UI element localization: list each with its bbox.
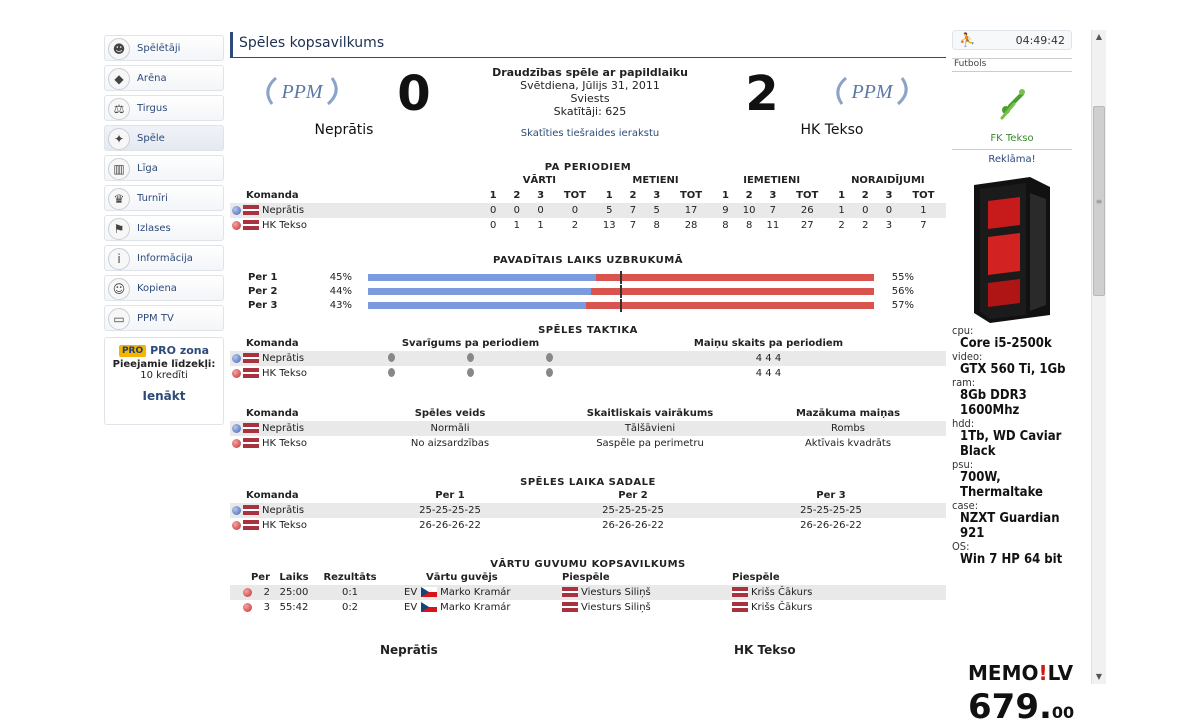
bottom-away-team: HK Tekso [734, 643, 796, 657]
away-marker-icon [243, 588, 252, 597]
periods-value: 7 [761, 203, 785, 218]
periods-col-header: 1 [838, 190, 846, 201]
goals-table [230, 570, 946, 615]
tactics-shifts: 4 4 4 [755, 368, 782, 379]
styles-section [230, 406, 946, 451]
scroll-up-icon[interactable]: ▲ [1095, 32, 1103, 41]
attack-home-pct: 43% [329, 299, 352, 311]
sidebar-item-0[interactable] [104, 35, 224, 61]
importance-dot-icon [546, 368, 553, 377]
scoreboard [230, 58, 946, 158]
periods-group-header: VĀRTI [522, 175, 556, 186]
sidebar-item-6[interactable] [104, 215, 224, 241]
market-icon: ⚖ [108, 98, 130, 120]
community-icon: ☺ [108, 278, 130, 300]
tactics-row [230, 366, 946, 381]
goals-section [230, 559, 946, 615]
sidebar-item-label: Izlases [137, 222, 171, 234]
periods-value: 27 [800, 220, 814, 231]
ad-spec-value: Core i5-2500k [960, 336, 1052, 351]
team-link[interactable]: HK Tekso [262, 438, 307, 449]
main-content [230, 32, 946, 663]
importance-dot-icon [467, 353, 474, 362]
pro-zone-box [104, 337, 224, 425]
time-split-section [230, 477, 946, 533]
periods-col-header: TOT [796, 190, 819, 201]
latvia-flag-icon [732, 602, 748, 612]
styles-header-team: Komanda [246, 408, 299, 419]
periods-col-header: 1 [605, 190, 613, 201]
periods-col-header: 1 [721, 190, 729, 201]
home-team-name[interactable]: Neprātis [314, 122, 374, 138]
arena-icon: ◆ [108, 68, 130, 90]
goal-scorer-cell [384, 600, 560, 615]
sidebar-item-8[interactable] [104, 275, 224, 301]
periods-table [230, 173, 946, 233]
periods-col-header: TOT [912, 190, 935, 201]
attack-time-section [230, 255, 946, 312]
periods-value: 3 [885, 220, 893, 231]
home-score: 0 [397, 66, 431, 122]
away-score: 2 [745, 66, 779, 122]
periods-value: 9 [714, 203, 738, 218]
away-logo-text: PPM [851, 81, 893, 103]
goal-assist-link[interactable]: Krišs Čākurs [751, 587, 813, 598]
sidebar-item-label: Turnīri [137, 192, 168, 204]
time-split-row [230, 503, 946, 518]
scroll-thumb[interactable]: ≡ [1093, 106, 1105, 296]
home-marker-icon [232, 506, 241, 515]
attack-home-pct: 45% [329, 271, 352, 283]
game-date: Svētdiena, Jūlijs 31, 2011 [520, 79, 660, 92]
periods-group-header: IEMETIENI [743, 175, 801, 186]
periods-value: 7 [629, 220, 637, 231]
styles-type: Normāli [350, 421, 550, 436]
ad-spec-key: hdd: [952, 417, 975, 430]
periods-value: 11 [766, 220, 780, 231]
attack-home-pct: 44% [329, 285, 352, 297]
pro-credits: 10 kredīti [140, 370, 188, 381]
pro-zone-title: PRO zona [150, 344, 210, 357]
pc-case-icon [960, 175, 1060, 325]
sidebar-item-label: Tirgus [137, 102, 168, 114]
styles-header-pk: Mazākuma maiņas [795, 408, 901, 419]
sidebar-item-label: PPM TV [137, 312, 174, 324]
ad-spec-key: psu: [952, 458, 974, 471]
tactics-header-importance: Svarīgums pa periodiem [401, 338, 540, 349]
time-split-header-team: Komanda [246, 490, 299, 501]
goals-header-scorer: Vārtu guvējs [426, 572, 498, 583]
ad-price [968, 687, 1074, 720]
styles-pk: Rombs [750, 421, 946, 436]
team-link[interactable]: Neprātis [262, 353, 305, 364]
sidebar-item-label: Arēna [137, 72, 167, 84]
attack-away-pct: 55% [891, 271, 914, 283]
periods-value: 5 [645, 203, 669, 218]
goals-title: VĀRTU GUVUMU KOPSAVILKUMS [490, 559, 686, 570]
importance-dot-icon [467, 368, 474, 377]
sidebar-item-label: Līga [137, 162, 158, 174]
goal-scorer-cell [384, 585, 560, 600]
team-link[interactable]: HK Tekso [262, 368, 307, 379]
ad-spec-value: 8Gb DDR3 1600Mhz [960, 388, 1027, 418]
team-link[interactable]: HK Tekso [262, 520, 307, 531]
attack-away-pct: 57% [891, 299, 914, 311]
periods-col-header: TOT [679, 190, 703, 201]
periods-value: 1 [901, 203, 946, 218]
sidebar-item-9[interactable] [104, 305, 224, 331]
ad-price-cents: 00 [1051, 703, 1075, 720]
bottom-home-team: Neprātis [380, 643, 438, 657]
attack-period-label: Per 3 [248, 299, 278, 311]
periods-value: 0 [529, 203, 553, 218]
club-box[interactable] [952, 72, 1072, 150]
ad-spec-key: ram: [952, 376, 976, 389]
goal-assist-cell [730, 585, 946, 600]
ad-spec-value: 1Tb, WD Caviar Black [960, 429, 1062, 459]
ad-label: Reklāma! [988, 154, 1036, 165]
goal-period: 2 [263, 587, 270, 598]
periods-row [230, 218, 946, 233]
broadcast-link[interactable]: Skatīties tiešraides ierakstu [520, 128, 660, 139]
attack-time-row [230, 284, 946, 298]
latvia-flag-icon [562, 602, 578, 612]
periods-value: 8 [653, 220, 660, 231]
attack-time-row [230, 270, 946, 284]
periods-group-header: NORAIDĪJUMI [851, 175, 925, 186]
away-marker-icon [232, 221, 241, 230]
styles-row [230, 421, 946, 436]
game-spectators: Skatītāji: 625 [553, 105, 627, 118]
game-venue: Sviests [570, 92, 610, 105]
ad-spec-value: 700W, Thermaltake [960, 470, 1043, 500]
pro-zone-header[interactable] [109, 344, 219, 357]
ad-brand-part1: MEMO [968, 661, 1039, 685]
goals-header-per: Per [250, 572, 270, 583]
importance-dot-icon [546, 353, 553, 362]
goal-period-cell [230, 600, 272, 615]
ad-spec-value: GTX 560 Ti, 1Gb [960, 362, 1066, 377]
goal-score: 0:2 [341, 602, 359, 613]
tactics-header-team: Komanda [246, 338, 299, 349]
server-time: 04:49:42 [1015, 33, 1065, 47]
goal-assist-cell [560, 585, 730, 600]
attack-bar-home-fill [368, 274, 596, 281]
goal-assist-link[interactable]: Viesturs Siliņš [581, 602, 651, 613]
periods-col-header: 2 [629, 190, 637, 201]
periods-value: 2 [838, 220, 845, 231]
latvia-flag-icon [243, 220, 259, 230]
periods-value: 0 [481, 203, 505, 218]
tactics-importance-cell [350, 351, 591, 366]
scroll-down-icon[interactable]: ▼ [1095, 672, 1103, 681]
away-team-logo [830, 68, 914, 114]
periods-row [230, 203, 946, 218]
attack-bar-track [368, 274, 874, 281]
goal-row [230, 585, 946, 600]
game-icon: ✦ [108, 128, 130, 150]
periods-col-header: 3 [537, 190, 545, 201]
info-icon: i [108, 248, 130, 270]
periods-value: 26 [785, 203, 830, 218]
attack-bar-midline [620, 299, 622, 312]
goal-row [230, 600, 946, 615]
ad-spec-key: cpu: [952, 324, 974, 337]
ad-spec-key: case: [952, 499, 979, 512]
tactics-importance-cell [350, 366, 591, 381]
team-link[interactable]: Neprātis [262, 423, 305, 434]
periods-value: 1 [830, 203, 854, 218]
player-icon: ☻ [108, 38, 130, 60]
team-link[interactable]: Neprātis [262, 205, 305, 216]
periods-value: 28 [684, 220, 698, 231]
importance-dot-icon [388, 368, 395, 377]
goal-period: 3 [263, 602, 270, 613]
tactics-section [230, 325, 946, 381]
home-marker-icon [232, 206, 241, 215]
sidebar-item-label: Informācija [137, 252, 193, 264]
periods-team-cell [230, 203, 481, 218]
ad-spec-key: video: [952, 350, 983, 363]
goal-scorer-link[interactable]: Marko Kramár [440, 602, 511, 613]
sidebar-item-3[interactable] [104, 125, 224, 151]
tactics-table [230, 336, 946, 381]
periods-value: 2 [862, 220, 869, 231]
time-split-row [230, 518, 946, 533]
sidebar-item-1[interactable] [104, 65, 224, 91]
periods-value: 2 [571, 220, 579, 231]
periods-col-header: 2 [745, 190, 753, 201]
periods-title: PA PERIODIEM [544, 162, 632, 173]
goal-strength: EV [404, 602, 418, 613]
goal-assist-link[interactable]: Krišs Čākurs [751, 602, 813, 613]
periods-col-header: 3 [653, 190, 661, 201]
ad-banner[interactable] [952, 169, 1075, 720]
periods-value: 8 [722, 220, 729, 231]
periods-col-header: 2 [861, 190, 869, 201]
pro-badge-icon: PRO [119, 345, 146, 357]
sidebar-item-7[interactable] [104, 245, 224, 271]
ad-spec-key: OS: [952, 540, 970, 553]
time-split-title: SPĒLES LAIKA SADALE [520, 477, 656, 488]
latvia-flag-icon [562, 587, 578, 597]
periods-value: 7 [621, 203, 645, 218]
attack-bar-midline [620, 271, 622, 284]
importance-dot-icon [388, 353, 395, 362]
periods-value: 5 [597, 203, 621, 218]
styles-team-cell [230, 436, 350, 451]
periods-value: 8 [745, 220, 753, 231]
tactics-header-shifts: Maiņu skaits pa periodiem [693, 338, 844, 349]
styles-header-type: Spēles veids [414, 408, 486, 419]
latvia-flag-icon [243, 505, 259, 515]
attack-period-label: Per 1 [248, 271, 278, 283]
attack-bar-track [368, 288, 874, 295]
periods-value: 0 [853, 203, 877, 218]
tactics-title: SPĒLES TAKTIKA [538, 325, 638, 336]
sidebar-item-5[interactable] [104, 185, 224, 211]
latvia-flag-icon [243, 353, 259, 363]
attack-period-label: Per 2 [248, 285, 278, 297]
tactics-team-cell [230, 351, 350, 366]
goal-time: 55:42 [279, 602, 309, 613]
periods-value: 0 [489, 220, 497, 231]
latvia-flag-icon [243, 438, 259, 448]
latvia-flag-icon [243, 423, 259, 433]
periods-value: 7 [920, 220, 927, 231]
time-split-p3: 26-26-26-22 [800, 520, 862, 531]
goal-assist-cell [560, 600, 730, 615]
czech-flag-icon [421, 587, 437, 597]
tactics-shifts: 4 4 4 [591, 351, 946, 366]
game-info [460, 66, 720, 118]
away-marker-icon [232, 439, 241, 448]
sport-label: Futbols [952, 58, 1072, 72]
attack-bar-midline [620, 285, 622, 298]
styles-pp: Saspēle pa perimetru [596, 438, 704, 449]
periods-value: 0 [552, 203, 597, 218]
goal-assist-cell [730, 600, 946, 615]
latvia-flag-icon [732, 587, 748, 597]
sidebar-item-label: Kopiena [137, 282, 177, 294]
away-marker-icon [243, 603, 252, 612]
periods-value: 10 [737, 203, 761, 218]
sidebar-item-4[interactable] [104, 155, 224, 181]
player-icon: ⛹ [959, 32, 976, 48]
latvia-flag-icon [243, 368, 259, 378]
periods-value: 1 [537, 220, 544, 231]
bottom-team-names [230, 643, 946, 663]
football-club-icon [992, 86, 1032, 126]
periods-section [230, 162, 946, 233]
team-link[interactable]: Neprātis [262, 505, 305, 516]
periods-value: 0 [505, 203, 529, 218]
periods-team-cell [230, 218, 481, 233]
goal-score: 0:1 [316, 585, 384, 600]
time-split-header-p2: Per 2 [618, 490, 648, 501]
right-column [952, 30, 1075, 720]
goal-scorer-link[interactable]: Marko Kramár [440, 587, 511, 598]
attack-bar-home-fill [368, 288, 591, 295]
periods-col-header: 2 [513, 190, 521, 201]
ad-price-main: 679. [968, 687, 1052, 720]
pro-login-link[interactable]: Ienākt [142, 389, 186, 403]
goals-header-assist1: Piespēle [562, 572, 610, 583]
periods-value: 1 [513, 220, 521, 231]
periods-value: 13 [602, 220, 616, 231]
time-split-team-cell [230, 503, 350, 518]
attack-time-row [230, 298, 946, 312]
periods-col-header: 1 [489, 190, 497, 201]
periods-spacer [230, 173, 481, 188]
goals-header-assist2: Piespēle [732, 572, 780, 583]
home-team-logo [260, 68, 344, 114]
vertical-scrollbar[interactable] [1091, 30, 1106, 684]
tv-icon: ▭ [108, 308, 130, 330]
goal-period-cell [230, 585, 272, 600]
latvia-flag-icon [243, 205, 259, 215]
tactics-team-cell [230, 366, 350, 381]
styles-team-cell [230, 421, 350, 436]
czech-flag-icon [421, 602, 437, 612]
time-split-p1: 26-26-26-22 [419, 520, 481, 531]
periods-value: 0 [877, 203, 901, 218]
away-marker-icon [232, 369, 241, 378]
clock-widget [952, 30, 1072, 50]
styles-type: No aizsardzības [410, 438, 490, 449]
game-type: Draudzības spēle ar papildlaiku [492, 66, 688, 79]
page-title: Spēles kopsavilkums [230, 32, 946, 58]
time-split-p3: 25-25-25-25 [716, 503, 946, 518]
ad-brand-part2: ! [1038, 661, 1048, 685]
time-split-p2: 25-25-25-25 [550, 503, 716, 518]
styles-row [230, 436, 946, 451]
club-name: FK Tekso [990, 133, 1034, 144]
home-marker-icon [232, 354, 241, 363]
sidebar-item-2[interactable] [104, 95, 224, 121]
styles-table [230, 406, 946, 451]
tactics-row [230, 351, 946, 366]
home-marker-icon [232, 424, 241, 433]
time-split-table [230, 488, 946, 533]
periods-col-header: 3 [885, 190, 893, 201]
ad-spec-value: NZXT Guardian 921 [960, 511, 1060, 541]
away-team-name[interactable]: HK Tekso [800, 122, 864, 138]
flags-icon: ⚑ [108, 218, 130, 240]
styles-pk: Aktīvais kvadrāts [804, 438, 892, 449]
pro-funds-label: Pieejamie līdzekļi: [112, 359, 216, 370]
time-split-header-p3: Per 3 [816, 490, 846, 501]
away-marker-icon [232, 521, 241, 530]
ad-brand [968, 661, 1073, 685]
periods-header-team: Komanda [246, 190, 299, 201]
time-split-p2: 26-26-26-22 [602, 520, 664, 531]
goals-header-score: Rezultāts [323, 572, 377, 583]
sidebar-item-label: Spēlētāji [137, 42, 181, 54]
goal-assist-link[interactable]: Viesturs Siliņš [581, 587, 651, 598]
periods-value: 17 [669, 203, 714, 218]
attack-time-title: PAVADĪTAIS LAIKS UZBRUKUMĀ [493, 255, 683, 266]
time-split-team-cell [230, 518, 350, 533]
home-logo-text: PPM [281, 81, 323, 103]
periods-col-header: 3 [769, 190, 777, 201]
trophy-icon: ♛ [108, 188, 130, 210]
goals-header-time: Laiks [279, 572, 309, 583]
goal-time: 25:00 [272, 585, 316, 600]
time-split-header-p1: Per 1 [435, 490, 465, 501]
styles-header-pp: Skaitliskais vairākums [586, 408, 714, 419]
periods-col-header: TOT [563, 190, 586, 201]
league-icon: ▥ [108, 158, 130, 180]
sidebar [104, 35, 224, 425]
styles-pp: Tālšāvieni [550, 421, 750, 436]
attack-away-pct: 56% [891, 285, 914, 297]
team-link[interactable]: HK Tekso [262, 220, 307, 231]
time-split-p1: 25-25-25-25 [350, 503, 550, 518]
latvia-flag-icon [243, 520, 259, 530]
goal-strength: EV [404, 587, 418, 598]
periods-group-header: METIENI [632, 175, 679, 186]
attack-bar-home-fill [368, 302, 586, 309]
ad-brand-part3: LV [1047, 661, 1074, 685]
ad-spec-value: Win 7 HP 64 bit [960, 552, 1063, 567]
sidebar-item-label: Spēle [137, 132, 165, 144]
attack-bar-track [368, 302, 874, 309]
